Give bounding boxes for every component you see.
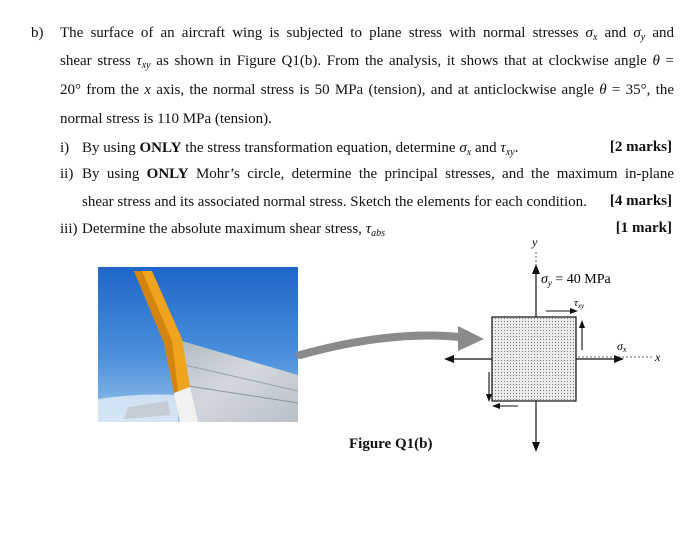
item-ii-number: ii): [60, 166, 74, 182]
tau-abs-subscript: abs: [371, 228, 385, 239]
tau-symbol: τ: [574, 297, 578, 309]
item-text: Mohr’s circle, determine the principal stresses, and the maximum in-plane: [188, 166, 674, 182]
sigma-x-right-arrowhead: [614, 355, 624, 363]
pointer-arrowhead: [458, 326, 484, 351]
sigma-y-top-arrowhead: [532, 264, 540, 274]
tau-symbol: τ: [365, 221, 372, 237]
sigma-x-symbol: σ: [585, 25, 593, 41]
tau-bottom-arrowhead: [492, 403, 500, 409]
item-i-number: i): [60, 140, 70, 156]
sigma-y-subscript: y: [547, 278, 552, 288]
y-axis-label: y: [532, 235, 538, 249]
item-ii-text-line-2: shear stress and its associated normal stress. Sketch the elements for each condition.: [82, 194, 587, 210]
intro-text: = 35°, the: [606, 82, 674, 98]
sigma-x-label: [617, 339, 627, 354]
intro-text: as shown in Figure Q1(b). From the analysis, it shows that at clockwise angle: [150, 53, 653, 69]
tau-symbol: τ: [136, 53, 142, 69]
sigma-y-subscript: y: [640, 32, 646, 43]
sigma-x-subscript: x: [466, 147, 472, 158]
x-variable: x: [144, 82, 151, 98]
item-iii-marks: [1 mark]: [615, 220, 672, 236]
emphasis-only: ONLY: [146, 166, 189, 182]
item-text: Determine the absolute maximum shear stress,: [82, 221, 366, 237]
part-label: b): [31, 25, 44, 41]
sigma-y-symbol: σ: [541, 272, 548, 287]
sigma-x-subscript: x: [592, 32, 598, 43]
sigma-x-symbol: σ: [459, 140, 467, 156]
tau-subscript: xy: [141, 60, 151, 71]
item-text: the stress transformation equation, determine: [181, 140, 460, 156]
sigma-y-value: = 40 MPa: [551, 272, 611, 287]
theta-symbol: θ: [599, 82, 607, 98]
sigma-x-subscript: x: [622, 345, 627, 354]
stress-element: [492, 317, 576, 401]
sigma-y-symbol: σ: [633, 25, 641, 41]
tau-left-arrowhead: [486, 394, 492, 402]
theta-symbol: θ: [652, 53, 660, 69]
intro-line-4: normal stress is 110 MPa (tension).: [60, 111, 272, 127]
intro-text: and: [645, 25, 674, 41]
item-ii-marks: [4 marks]: [609, 193, 672, 209]
intro-text: 20° from the: [60, 82, 145, 98]
item-text: and: [471, 140, 501, 156]
intro-text: axis, the normal stress is 50 MPa (tension), and at anticlockwise angle: [150, 82, 600, 98]
item-text: By using: [82, 166, 147, 182]
intro-text: shear stress: [60, 53, 137, 69]
intro-text: and: [597, 25, 634, 41]
pointer-arrow: [300, 335, 460, 355]
item-i-marks: [2 marks]: [609, 139, 672, 155]
intro-text: =: [659, 53, 674, 69]
sigma-y-label: [541, 272, 612, 288]
tau-subscript: xy: [505, 147, 515, 158]
emphasis-only: ONLY: [139, 140, 182, 156]
sigma-y-bottom-arrowhead: [532, 442, 540, 452]
sigma-x-left-arrowhead: [444, 355, 454, 363]
tau-symbol: τ: [500, 140, 506, 156]
item-text: By using: [82, 140, 140, 156]
figure-caption: Figure Q1(b): [349, 436, 433, 452]
sigma-x-symbol: σ: [617, 339, 623, 353]
tau-subscript: xy: [577, 302, 585, 310]
x-axis-label: x: [655, 350, 661, 364]
item-iii-number: iii): [60, 221, 78, 237]
intro-text: The surface of an aircraft wing is subjected to plane stress with normal stresses: [60, 25, 586, 41]
tau-right-arrowhead: [579, 320, 585, 328]
tau-xy-label: [574, 297, 585, 310]
item-text: .: [514, 140, 519, 156]
